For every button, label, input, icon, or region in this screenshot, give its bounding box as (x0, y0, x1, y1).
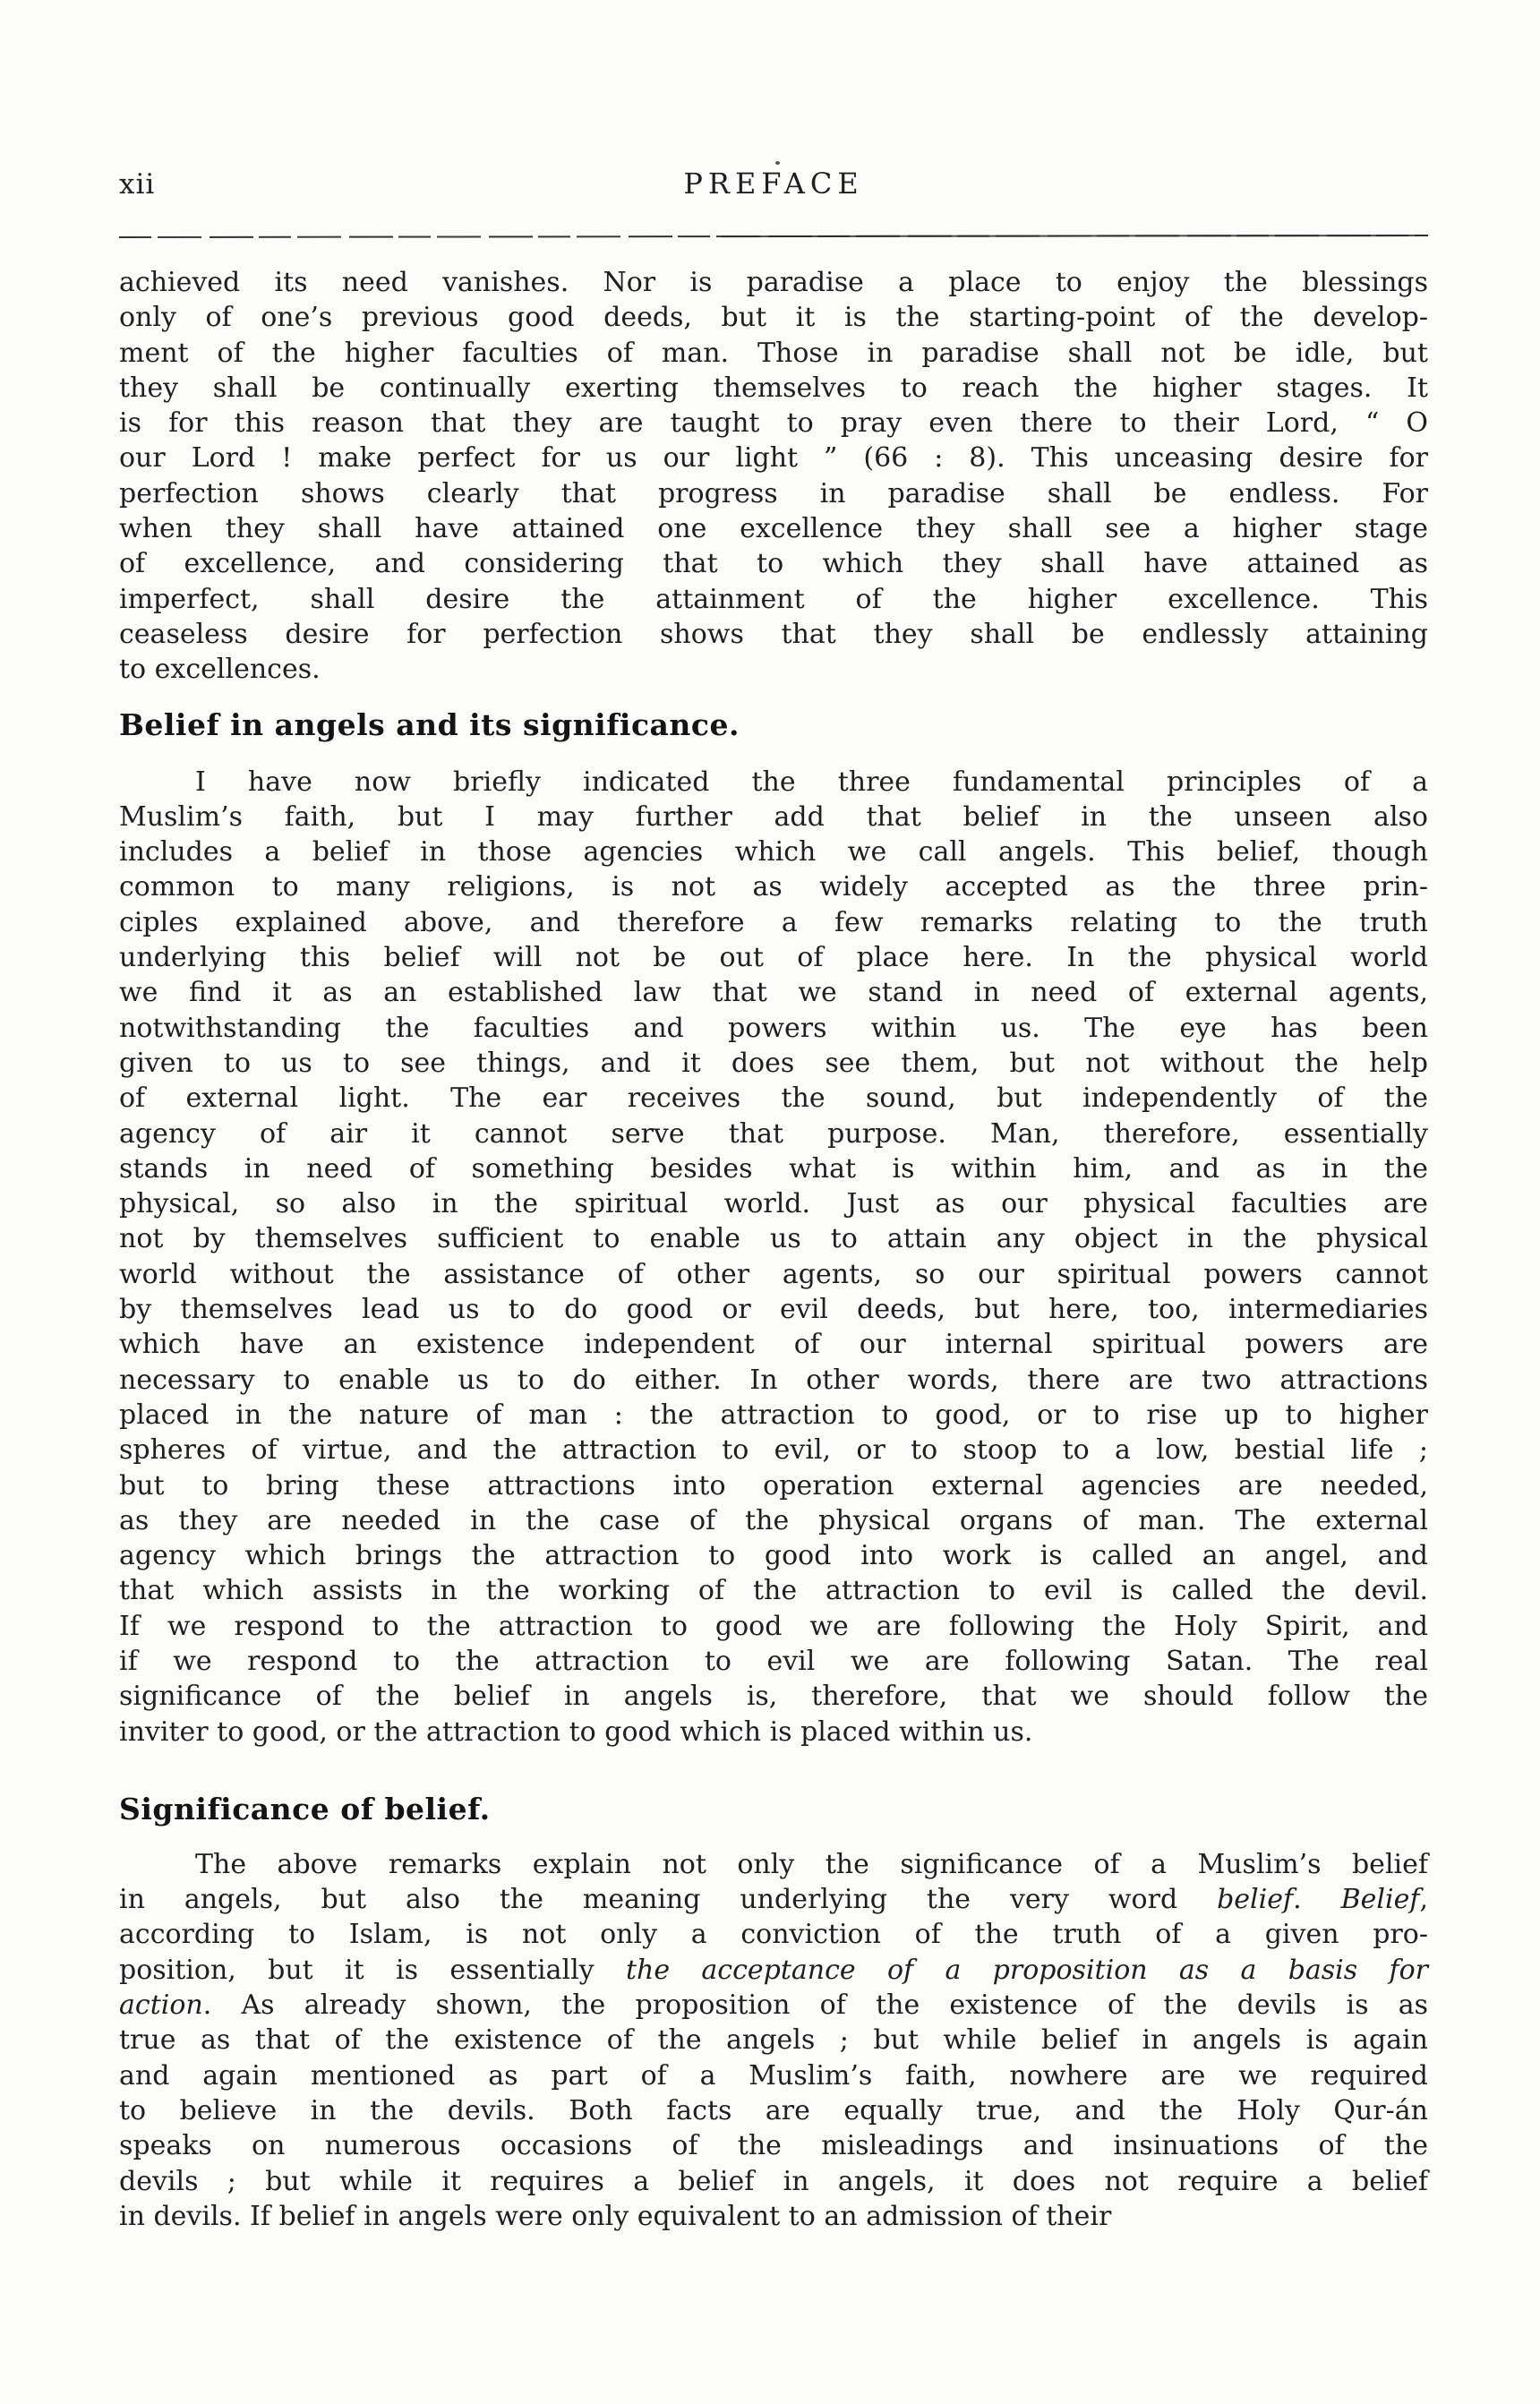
text-line: in angels, but also the meaning underlying the very word belief. Belief, (119, 1884, 1428, 1916)
text-line: in devils. If belief in angels were only equivalent to an admission of their (119, 2200, 1112, 2232)
text-line: our Lord ! make perfect for us our light ” (66 : 8). This unceasing desire for (119, 442, 1428, 475)
text-line: not by themselves sufficient to enable us to attain any object in the physical (119, 1223, 1428, 1255)
text-line: of excellence, and considering that to which they shall have attained as (119, 548, 1428, 580)
text-line: they shall be continually exerting themselves to reach the higher stages. It (119, 372, 1428, 404)
text-line: The above remarks explain not only the significance of a Muslim’s belief (195, 1848, 1428, 1880)
text-line: inviter to good, or the attraction to good which is placed within us. (119, 1715, 1033, 1748)
section-heading: Significance of belief. (119, 1791, 491, 1827)
text-line: includes a belief in those agencies which we call angels. This belief, though (119, 836, 1428, 868)
text-line: given to us to see things, and it does see them, but not without the help (119, 1047, 1428, 1079)
text-line: only of one’s previous good deeds, but it is the starting-point of the develop- (119, 302, 1428, 334)
paragraph (119, 765, 1428, 1750)
text-line: to believe in the devils. Both facts are equally true, and the Holy Qur-án (119, 2094, 1428, 2126)
text-line: action. As already shown, the proposition of the existence of the devils is as (119, 1989, 1428, 2022)
text-line: notwithstanding the faculties and powers within us. The eye has been (119, 1012, 1428, 1044)
text-line: Muslim’s faith, but I may further add that belief in the unseen also (119, 800, 1428, 833)
page-header (119, 167, 1428, 204)
text-line: placed in the nature of man : the attraction to good, or to rise up to higher (119, 1399, 1428, 1431)
text-line: ment of the higher faculties of man. Those in paradise shall not be idle, but (119, 337, 1428, 369)
text-line: by themselves lead us to do good or evil deeds, but here, too, intermediaries (119, 1294, 1428, 1326)
text-line: If we respond to the attraction to good we are following the Holy Spirit, and (119, 1610, 1428, 1642)
text-line: devils ; but while it requires a belief in angels, it does not require a belief (119, 2165, 1428, 2197)
page-number: xii (119, 168, 156, 201)
text-line: perfection shows clearly that progress in paradise shall be endless. For (119, 477, 1428, 509)
text-line: stands in need of something besides what is within him, and as in the (119, 1152, 1428, 1185)
text-line: imperfect, shall desire the attainment of the higher excellence. This (119, 583, 1428, 615)
text-line: necessary to enable us to do either. In other words, there are two attractions (119, 1364, 1428, 1396)
text-line: we find it as an established law that we stand in need of external agents, (119, 977, 1428, 1009)
scan-speck (775, 161, 780, 165)
text-line: physical, so also in the spiritual world. Just as our physical faculties are (119, 1188, 1428, 1220)
running-title: PREFACE (683, 167, 864, 201)
text-line: according to Islam, is not only a conviction of the truth of a given pro- (119, 1919, 1428, 1951)
text-line: significance of the belief in angels is, therefore, that we should follow the (119, 1681, 1428, 1713)
text-line: is for this reason that they are taught to pray even there to their Lord, “ O (119, 407, 1428, 440)
text-line: I have now briefly indicated the three fundamental principles of a (195, 766, 1428, 798)
text-line: true as that of the existence of the angels ; but while belief in angels is again (119, 2024, 1428, 2057)
text-line: which have an existence independent of our internal spiritual powers are (119, 1329, 1428, 1361)
text-line: if we respond to the attraction to evil we are following Satan. The real (119, 1645, 1428, 1677)
text-line: common to many religions, is not as widely accepted as the three prin- (119, 871, 1428, 903)
header-rule (119, 235, 1428, 238)
text-line: but to bring these attractions into operation external agencies are needed, (119, 1469, 1428, 1501)
text-line: agency which brings the attraction to good into work is called an angel, and (119, 1540, 1428, 1572)
text-line: underlying this belief will not be out of place here. In the physical world (119, 942, 1428, 974)
section-heading: Belief in angels and its significance. (119, 706, 740, 742)
text-line: and again mentioned as part of a Muslim’s faith, nowhere are we required (119, 2059, 1428, 2092)
paragraph (119, 265, 1428, 688)
text-line: when they shall have attained one excellence they shall see a higher stage (119, 513, 1428, 545)
page-body (119, 265, 1428, 2234)
text-line: ciples explained above, and therefore a few remarks relating to the truth (119, 906, 1428, 938)
text-line: to excellences. (119, 654, 321, 686)
text-line: of external light. The ear receives the sound, but independently of the (119, 1082, 1428, 1115)
text-line: world without the assistance of other agents, so our spiritual powers cannot (119, 1258, 1428, 1290)
text-line: speaks on numerous occasions of the misleadings and insinuations of the (119, 2130, 1428, 2162)
text-line: position, but it is essentially the acceptance of a proposition as a basis for (119, 1954, 1429, 1986)
text-line: achieved its need vanishes. Nor is paradise a place to enjoy the blessings (119, 267, 1428, 298)
paragraph (119, 1847, 1428, 2234)
text-line: spheres of virtue, and the attraction to evil, or to stoop to a low, bestial life ; (119, 1434, 1428, 1467)
text-line: as they are needed in the case of the physical organs of man. The external (119, 1504, 1428, 1536)
text-line: ceaseless desire for perfection shows that they shall be endlessly attaining (119, 618, 1428, 650)
text-line: agency of air it cannot serve that purpose. Man, therefore, essentially (119, 1117, 1428, 1150)
text-line: that which assists in the working of the attraction to evil is called the devil. (119, 1575, 1428, 1607)
